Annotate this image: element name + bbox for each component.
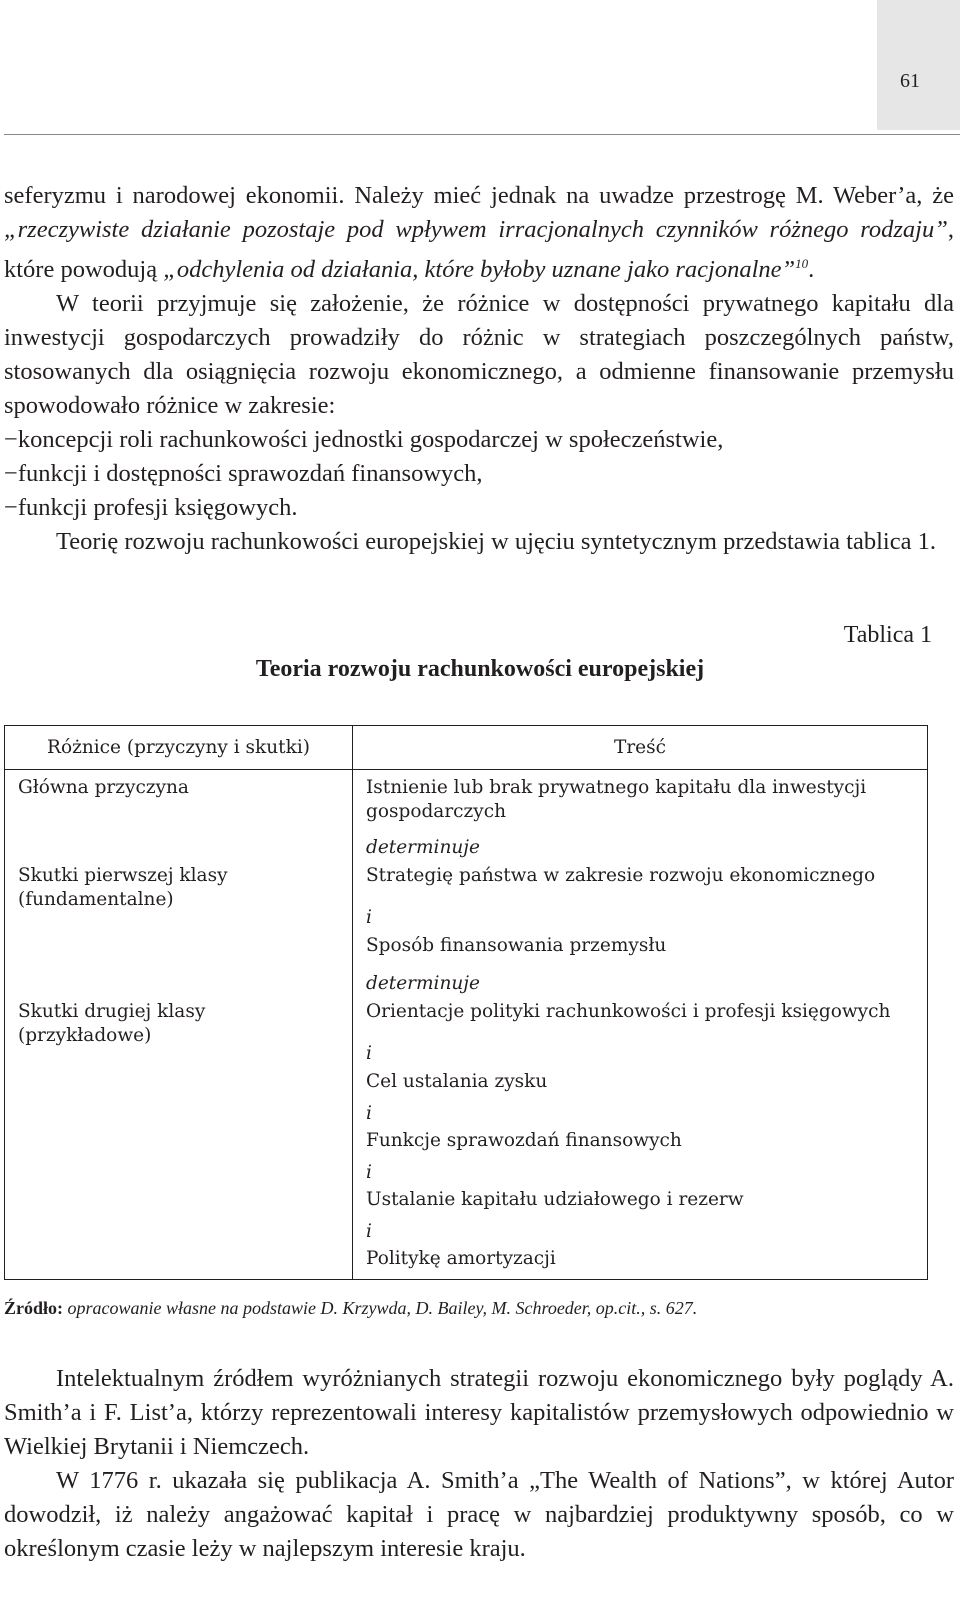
list-item — [4, 423, 954, 457]
table-label: Tablica 1 — [843, 622, 932, 648]
para1-text-a: seferyzmu i narodowej ekonomii. Należy mieć jednak na uwadze przestrogę M. Weber’a, że — [4, 182, 954, 209]
dash-bullet: − — [4, 494, 18, 522]
table-cell-content: Istnienie lub brak prywatnego kapitału dla inwestycji gospodarczych — [366, 777, 867, 822]
table-cell-connector: determinuje — [366, 973, 480, 994]
page-number-tab — [877, 0, 960, 130]
body-text-top — [4, 179, 954, 559]
para1-text-b: , które powodują — [4, 216, 954, 284]
paragraph-2: W teorii przyjmuje się założenie, że różnice w dostępności prywatnego kapitału dla inwestycji gospodarczych prowadziły do różnic w strategiach poszczególnych państw, stosowanych dla osiągnięcia rozwoju ekonomicznego, a odmienne finansowanie przemysłu spowodowało różnice w zakresie: — [4, 290, 954, 420]
table-title: Teoria rozwoju rachunkowości europejskiej — [255, 656, 705, 682]
table-cell-content: Ustalanie kapitału udziałowego i rezerw — [366, 1189, 744, 1210]
table-cell-content: Sposób finansowania przemysłu — [366, 935, 667, 956]
paragraph-3: Teorię rozwoju rachunkowości europejskiej w ujęciu syntetycznym przedstawia tablica 1. — [56, 528, 936, 556]
table-cell-cause: Główna przyczyna — [18, 777, 189, 798]
table-cell-connector: i — [366, 1103, 372, 1124]
table-cell-content: Strategię państwa w zakresie rozwoju ekonomicznego — [366, 865, 876, 886]
table-column-divider — [352, 726, 353, 1279]
table-cell-connector: i — [366, 1043, 372, 1064]
theory-table — [4, 725, 928, 1280]
list-item-text: koncepcji roli rachunkowości jednostki gospodarczej w społeczeństwie, — [17, 426, 724, 454]
paragraph-5: W 1776 r. ukazała się publikacja A. Smith’a „The Wealth of Nations”, w której Autor dowodził, iż należy angażować kapitał i pracę w najbardziej produktywny sposób, co w określonym czasie leży w najlepszym interesie kraju. — [4, 1467, 954, 1562]
table-cell-connector: determinuje — [366, 837, 480, 858]
table-cell-content: Funkcje sprawozdań finansowych — [366, 1130, 682, 1151]
table-header-right: Treść — [614, 737, 666, 758]
source-label: Źródło: — [4, 1298, 64, 1318]
table-cell-first-class: Skutki pierwszej klasy (fundamentalne) — [18, 865, 228, 910]
table-source — [4, 1298, 697, 1319]
list-item — [4, 457, 954, 491]
para1-text-c: . — [808, 256, 815, 284]
dash-bullet: − — [4, 426, 18, 454]
table-header-left: Różnice (przyczyny i skutki) — [47, 737, 310, 758]
footnote-ref[interactable]: 10 — [795, 256, 809, 271]
table-cell-content: Orientacje polityki rachunkowości i profesji księgowych — [366, 1001, 891, 1022]
list-item-text: funkcji i dostępności sprawozdań finansowych, — [17, 460, 483, 488]
table-cell-connector: i — [366, 907, 372, 928]
table-cell-content: Politykę amortyzacji — [366, 1248, 556, 1269]
table-cell-connector: i — [366, 1162, 372, 1183]
table-cell-connector: i — [366, 1221, 372, 1242]
paragraph-1 — [4, 179, 954, 287]
table-cell-content: Cel ustalania zysku — [366, 1071, 548, 1092]
weber-quote-1: „rzeczywiste działanie pozostaje pod wpływem irracjonalnych czynników różnego rodzaju” — [4, 216, 948, 243]
list-item-text: funkcji profesji księgowych. — [17, 494, 298, 522]
page-number: 61 — [900, 70, 920, 92]
body-text-bottom — [4, 1362, 954, 1566]
weber-quote-2: „odchylenia od działania, które byłoby uznane jako racjonalne” — [163, 256, 796, 284]
list-item — [4, 491, 954, 525]
table-header-divider — [5, 769, 927, 770]
paragraph-4: Intelektualnym źródłem wyróżnianych strategii rozwoju ekonomicznego były poglądy A. Smith’a i F. List’a, którzy reprezentowali interesy kapitalistów przemysłowych odpowiednio w Wielkiej Brytanii i Niemczech. — [4, 1365, 954, 1460]
header-rule — [4, 134, 960, 135]
source-text: opracowanie własne na podstawie D. Krzywda, D. Bailey, M. Schroeder, op.cit., s. 627. — [63, 1298, 698, 1318]
dash-bullet: − — [4, 460, 18, 488]
table-cell-second-class: Skutki drugiej klasy (przykładowe) — [18, 1001, 206, 1046]
